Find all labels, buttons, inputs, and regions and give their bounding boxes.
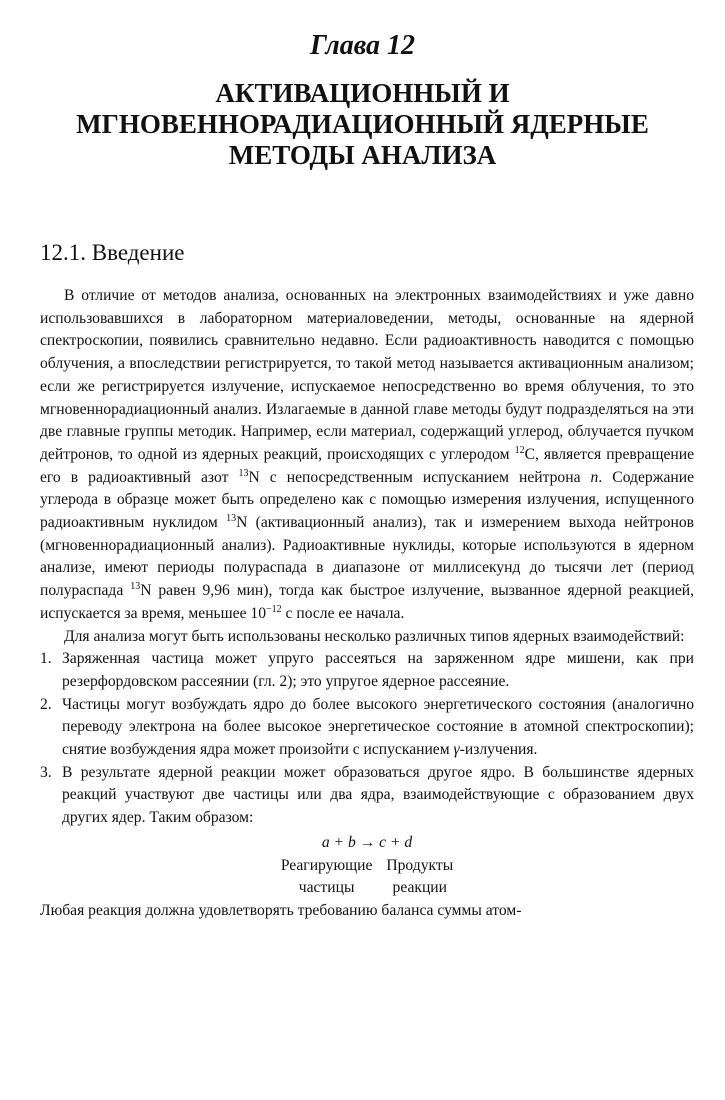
text-run: В отличие от методов анализа, основанных на электронных взаимодействиях и уже давно использовавшихся в лабораторном материаловедении, методы, основанные на ядерной спектроскопии, появились сравнительно недавно. Если радиоактивность наводится с помощью облучения, а впоследствии регистрируется, то такой метод называется активационным анализом; если же регистрируется излучение, испускаемое непосредственно во время облучения, то это мгновеннорадиационный анализ. Излагаемые в данной главе методы будут подразделяться на эти две главные группы методик. Например, если материал, содержащий углерод, облучается пучком дейтронов, то одной из ядерных реакций, происходящих с углеродом — [40, 287, 694, 463]
text-run: Частицы могут возбуждать ядро до более высокого энергетического состояния (аналогично переводу электрона на более высокое энергетическое состояние в атомной спектроскопии); снятие возбуждения ядра может произойти с испусканием — [62, 695, 694, 759]
paragraph-balance: Любая реакция должна удовлетворять требованию баланса суммы атом- — [40, 901, 522, 919]
caption-line: частицы — [298, 879, 355, 897]
list-number: 1. — [40, 650, 52, 668]
text-run: N (активационный анализ), так и измерением выхода нейтронов (мгновеннорадиационный анализ). Радиоактивные нуклиды, которые используются в ядерном анализе, имеют периоды полураспада в диапазоне от миллисекунд до тысячи лет (период полураспада — [40, 514, 694, 600]
text-run: N с непосредственным испусканием нейтрона — [248, 468, 591, 486]
list-item — [40, 694, 694, 762]
list-item — [40, 762, 694, 830]
superscript: 13 — [130, 580, 141, 592]
superscript: 13 — [238, 467, 249, 479]
caption-line: Реагирующие — [280, 856, 373, 874]
caption-reactants — [281, 855, 373, 900]
interaction-list — [40, 648, 694, 830]
text-run: Заряженная частица может упруго рассеяться на заряженном ядре мишени, как при резерфордовском рассеянии (гл. 2); это упругое ядерное рассеяние. — [62, 650, 694, 690]
text-run: с после ее начала. — [281, 604, 405, 622]
paragraph-intro — [40, 285, 694, 626]
superscript: 13 — [226, 512, 237, 524]
section-heading: 12.1. Введение — [40, 240, 185, 265]
reaction-formula: a + b → c + d — [321, 833, 413, 851]
chapter-label: Глава 12 — [309, 30, 416, 61]
italic-symbol: n — [590, 468, 599, 486]
caption-line: реакции — [392, 879, 447, 897]
text-run: N равен 9,96 мин), тогда как быстрое излучение, вызванное ядерной реакцией, испускается за время, меньшее 10 — [40, 582, 694, 622]
text-run: . Содержание углерода в образце может быть определено как с помощью измерения излучения, испущенного радиоактивным нуклидом — [40, 468, 694, 532]
superscript: 12 — [514, 444, 525, 456]
body-text — [40, 285, 694, 923]
caption-products — [386, 855, 453, 900]
list-number: 3. — [40, 763, 52, 781]
formula-caption — [40, 855, 694, 900]
text-run: C, является превращение его в радиоактивный азот — [40, 445, 694, 486]
text-run: -излучения. — [459, 741, 538, 759]
superscript: −12 — [266, 603, 282, 615]
text-run: В результате ядерной реакции может образоваться другое ядро. В большинстве ядерных реакций участвуют две частицы или два ядра, взаимодействующие с образованием двух других ядер. Таким образом: — [62, 763, 694, 827]
title-line: АКТИВАЦИОННЫЙ И — [215, 78, 510, 108]
italic-symbol: γ — [453, 741, 460, 759]
paragraph-types: Для анализа могут быть использованы несколько различных типов ядерных взаимодействий: — [64, 627, 685, 645]
title-line: МГНОВЕННОРАДИАЦИОННЫЙ ЯДЕРНЫЕ — [76, 109, 649, 139]
chapter-title — [20, 78, 705, 171]
list-number: 2. — [40, 695, 52, 713]
title-line: МЕТОДЫ АНАЛИЗА — [228, 140, 497, 170]
caption-line: Продукты — [386, 856, 454, 874]
list-item — [40, 648, 694, 693]
